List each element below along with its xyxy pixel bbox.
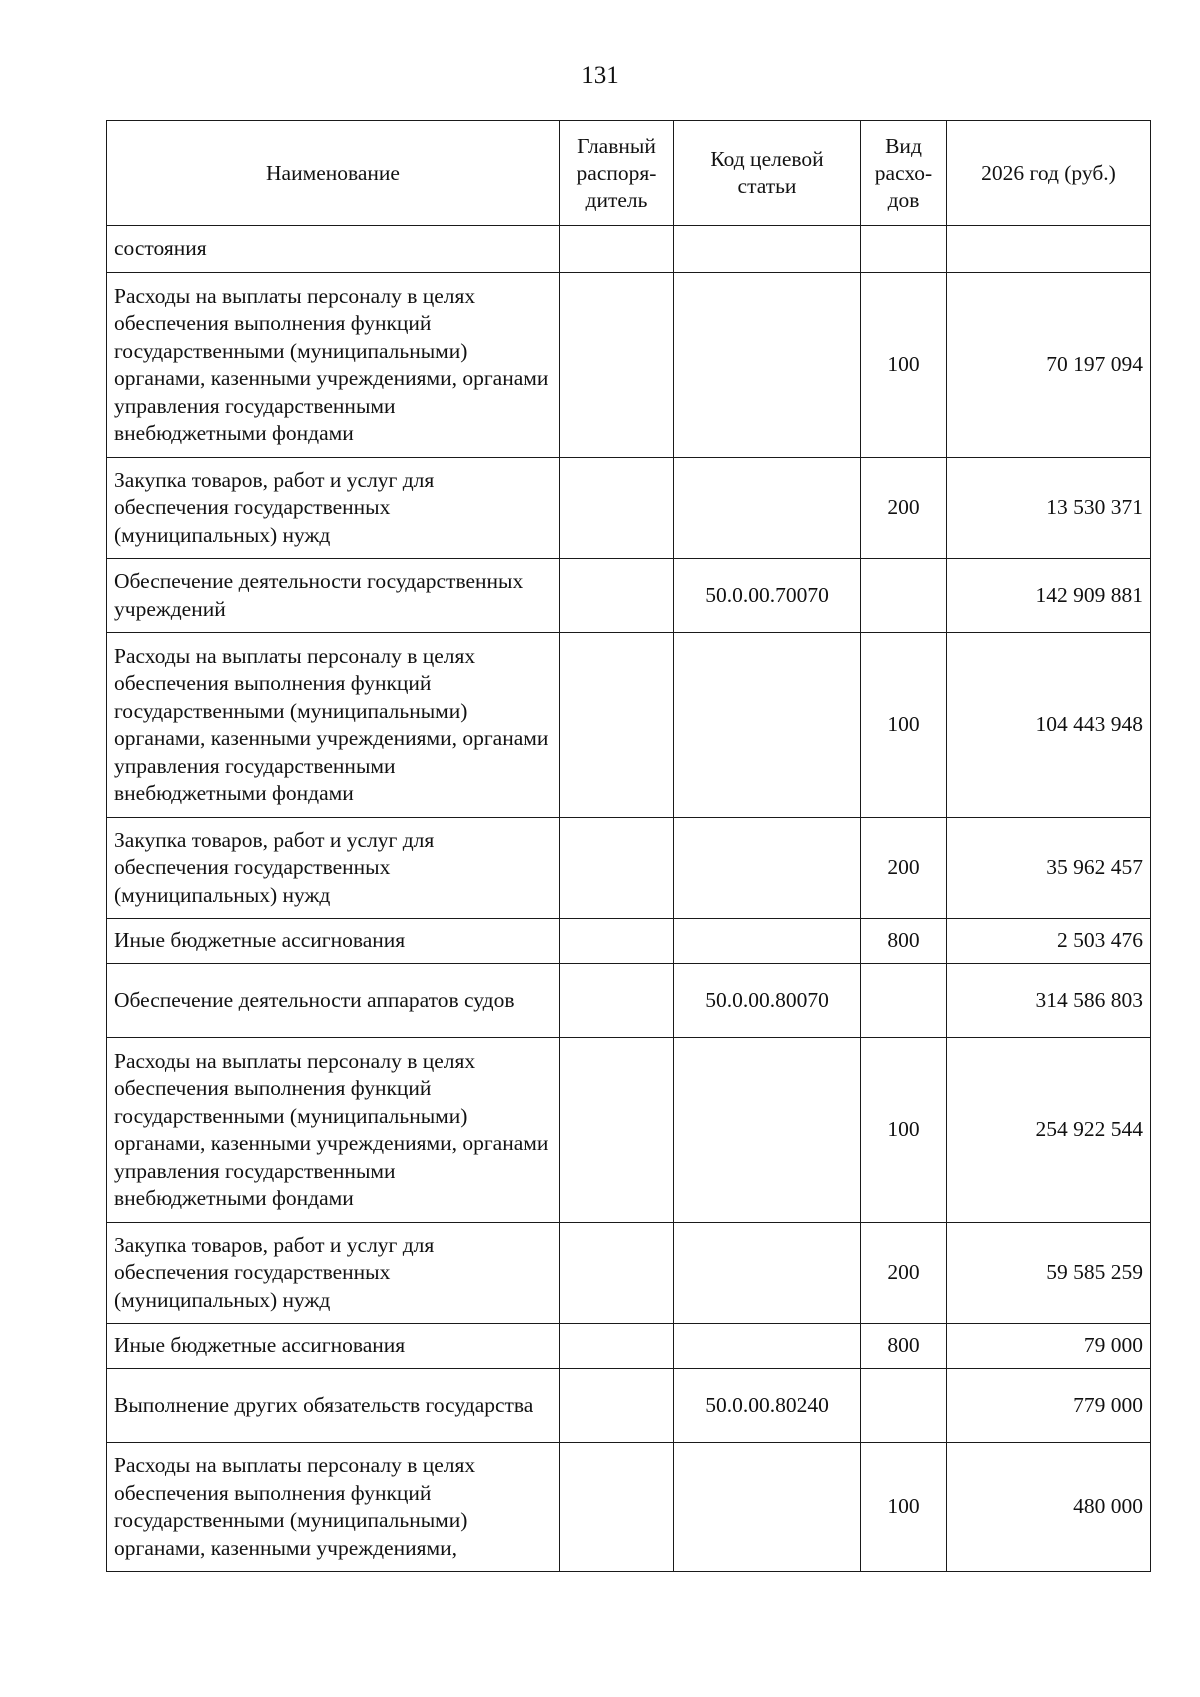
table-body — [107, 226, 1151, 1572]
cell-name: Расходы на выплаты персоналу в целях обеспечения выполнения функций государственными (муниципальными) органами, казенными учреждениями, органами управления государственными внебюджетными фондами — [107, 1038, 560, 1223]
cell-manager — [560, 1324, 674, 1369]
cell-name: Иные бюджетные ассигнования — [107, 919, 560, 964]
cell-code — [674, 818, 861, 919]
cell-name: Выполнение других обязательств государства — [107, 1369, 560, 1443]
cell-name: Закупка товаров, работ и услуг для обеспечения государственных (муниципальных) нужд — [107, 458, 560, 559]
table-row — [107, 919, 1151, 964]
cell-name: Расходы на выплаты персоналу в целях обеспечения выполнения функций государственными (муниципальными) органами, казенными учреждениями, — [107, 1443, 560, 1572]
cell-name: Закупка товаров, работ и услуг для обеспечения государственных (муниципальных) нужд — [107, 1223, 560, 1324]
table-row — [107, 226, 1151, 273]
cell-kind: 800 — [861, 1324, 947, 1369]
cell-code: 50.0.00.70070 — [674, 559, 861, 633]
cell-manager — [560, 818, 674, 919]
cell-name: Расходы на выплаты персоналу в целях обеспечения выполнения функций государственными (муниципальными) органами, казенными учреждениями, органами управления государственными внебюджетными фондами — [107, 633, 560, 818]
cell-code — [674, 633, 861, 818]
cell-code: 50.0.00.80240 — [674, 1369, 861, 1443]
cell-name: Закупка товаров, работ и услуг для обеспечения государственных (муниципальных) нужд — [107, 818, 560, 919]
cell-kind: 100 — [861, 1443, 947, 1572]
table-row — [107, 1324, 1151, 1369]
table-row — [107, 273, 1151, 458]
cell-amount: 2 503 476 — [947, 919, 1151, 964]
cell-amount: 254 922 544 — [947, 1038, 1151, 1223]
table-row — [107, 559, 1151, 633]
cell-manager — [560, 1443, 674, 1572]
cell-amount: 480 000 — [947, 1443, 1151, 1572]
cell-kind: 100 — [861, 1038, 947, 1223]
cell-manager — [560, 226, 674, 273]
header-name: Наименование — [107, 121, 560, 226]
cell-amount: 779 000 — [947, 1369, 1151, 1443]
cell-kind: 200 — [861, 458, 947, 559]
cell-kind — [861, 964, 947, 1038]
cell-manager — [560, 1038, 674, 1223]
cell-amount: 70 197 094 — [947, 273, 1151, 458]
cell-manager — [560, 633, 674, 818]
table-row — [107, 818, 1151, 919]
cell-kind: 100 — [861, 273, 947, 458]
table-row — [107, 1223, 1151, 1324]
cell-manager — [560, 458, 674, 559]
cell-amount: 142 909 881 — [947, 559, 1151, 633]
header-row — [107, 121, 1151, 226]
cell-code — [674, 458, 861, 559]
page-number: 131 — [581, 62, 619, 89]
cell-amount: 104 443 948 — [947, 633, 1151, 818]
cell-kind: 200 — [861, 818, 947, 919]
table-row — [107, 1038, 1151, 1223]
cell-amount: 13 530 371 — [947, 458, 1151, 559]
cell-manager — [560, 559, 674, 633]
cell-kind: 800 — [861, 919, 947, 964]
cell-code — [674, 1223, 861, 1324]
table-header — [107, 121, 1151, 226]
cell-kind — [861, 1369, 947, 1443]
cell-code — [674, 273, 861, 458]
cell-amount — [947, 226, 1151, 273]
cell-code: 50.0.00.80070 — [674, 964, 861, 1038]
table-row — [107, 1369, 1151, 1443]
header-kind: Вид расхо-дов — [861, 121, 947, 226]
cell-amount: 35 962 457 — [947, 818, 1151, 919]
cell-name: состояния — [107, 226, 560, 273]
cell-kind — [861, 559, 947, 633]
cell-code — [674, 1443, 861, 1572]
cell-manager — [560, 273, 674, 458]
cell-manager — [560, 919, 674, 964]
table-row — [107, 458, 1151, 559]
cell-name: Обеспечение деятельности аппаратов судов — [107, 964, 560, 1038]
cell-name: Расходы на выплаты персоналу в целях обеспечения выполнения функций государственными (муниципальными) органами, казенными учреждениями, органами управления государственными внебюджетными фондами — [107, 273, 560, 458]
cell-amount: 79 000 — [947, 1324, 1151, 1369]
cell-kind: 100 — [861, 633, 947, 818]
table-row — [107, 633, 1151, 818]
cell-kind: 200 — [861, 1223, 947, 1324]
table-row — [107, 964, 1151, 1038]
header-code: Код целевой статьи — [674, 121, 861, 226]
cell-name: Обеспечение деятельности государственных учреждений — [107, 559, 560, 633]
header-amount: 2026 год (руб.) — [947, 121, 1151, 226]
cell-code — [674, 1038, 861, 1223]
cell-manager — [560, 1369, 674, 1443]
cell-amount: 314 586 803 — [947, 964, 1151, 1038]
cell-kind — [861, 226, 947, 273]
cell-code — [674, 226, 861, 273]
budget-table — [106, 120, 1151, 1572]
table-row — [107, 1443, 1151, 1572]
cell-code — [674, 919, 861, 964]
cell-manager — [560, 964, 674, 1038]
cell-manager — [560, 1223, 674, 1324]
cell-code — [674, 1324, 861, 1369]
cell-name: Иные бюджетные ассигнования — [107, 1324, 560, 1369]
cell-amount: 59 585 259 — [947, 1223, 1151, 1324]
header-manager: Главный распоря-дитель — [560, 121, 674, 226]
